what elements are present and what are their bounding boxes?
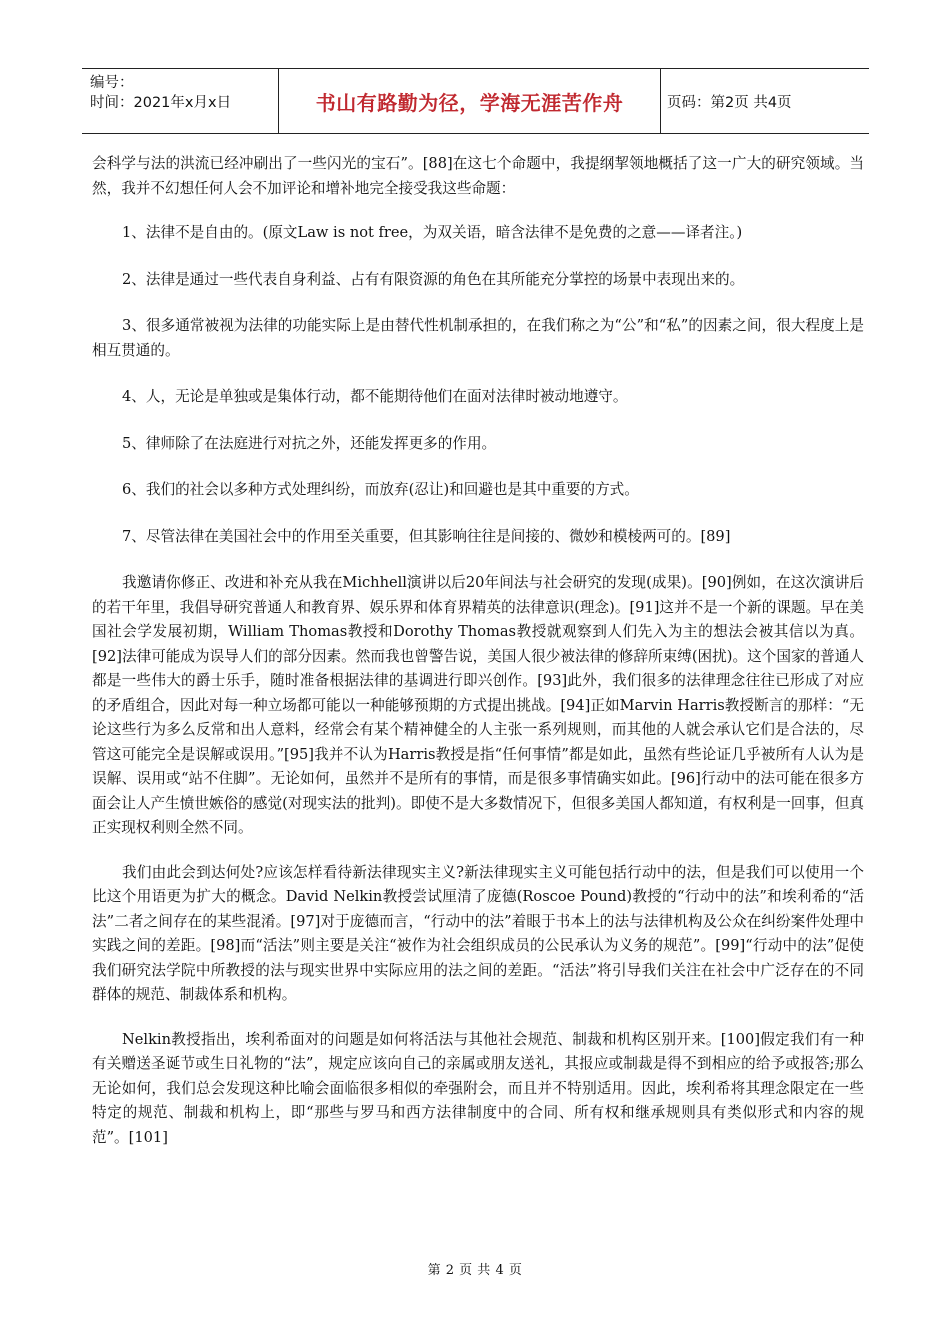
paragraph-continuation: 会科学与法的洪流已经冲刷出了一些闪光的宝石”。[88]在这七个命题中，我提纲挈领地概括了这一广大的研究领域。当然，我并不幻想任何人会不加评论和增补地完全接受我这些命题： (92, 155, 864, 197)
document-number-label: 编号： (90, 75, 134, 91)
proposition-5: 5、律师除了在法庭进行对抗之外，还能发挥更多的作用。 (122, 434, 497, 452)
proposition-3: 3、很多通常被视为法律的功能实际上是由替代性机制承担的，在我们称之为“公”和“私”的因素之间，很大程度上是相互贯通的。 (92, 317, 864, 359)
paragraph-living-law: Nelkin教授指出，埃利希面对的问题是如何将活法与其他社会规范、制裁和机构区别开来。[100]假定我们有一种有关赠送圣诞节或生日礼物的“法”，规定应该向自己的亲属或朋友送礼，其报应或制裁是得不到相应的给予或报答;那么无论如何，我们总会发现这种比喻会面临很多相似的牵强附会，而且并不特别适用。因此，埃利希将其理念限定在一些特定的规范、制裁和机构上，即“那些与罗马和西方法律制度中的合同、所有权和继承规则具有类似形式和内容的规范”。[101] (92, 1030, 864, 1146)
paragraph-legal-consciousness: 我邀请你修正、改进和补充从我在Michhell演讲以后20年间法与社会研究的发现(成果)。[90]例如，在这次演讲后的若干年里，我倡导研究普通人和教育界、娱乐界和体育界精英的法律意识(理念)。[91]这并不是一个新的课题。早在美国社会学发展初期，William Thomas教授和Dorothy Thomas教授就观察到人们先入为主的想法会被其信以为真。[92]法律可能成为误导人们的部分因素。然而我也曾警告说，美国人很少被法律的修辞所束缚(困扰)。这个国家的普通人都是一些伟大的爵士乐手，随时准备根据法律的基调进行即兴创作。[93]此外，我们很多的法律理念往往已形成了对应的矛盾组合，因此对每一种立场都可能以一种能够预期的方式提出挑战。[94]正如Marvin Harris教授断言的那样：“无论这些行为多么反常和出人意料，经常会有某个精神健全的人主张一系列规则，而其他的人就会承认它们是合法的，尽管这可能完全是误解或误用。”[95]我并不认为Harris教授是指“任何事情”都是如此，虽然有些论证几乎被所有人认为是误解、误用或“站不住脚”。无论如何，虽然并不是所有的事情，而是很多事情确实如此。[96]行动中的法可能在很多方面会让人产生愤世嫉俗的感觉(对现实法的批判)。即使不是大多数情况下，但很多美国人都知道，有权利是一回事，但真正实现权利则全然不同。 (92, 574, 864, 836)
paragraph-new-legal-realism: 我们由此会到达何处?应该怎样看待新法律现实主义?新法律现实主义可能包括行动中的法，但是我们可以使用一个比这个用语更为扩大的概念。David Nelkin教授尝试厘清了庞德(Roscoe Pound)教授的“行动中的法”和埃利希的“活法”二者之间存在的某些混淆。[97]对于庞德而言，“行动中的法”着眼于书本上的法与法律机构及公众在纠纷案件处理中实践之间的差距。[98]而“活法”则主要是关注“被作为社会组织成员的公民承认为义务的规范”。[99]“行动中的法”促使我们研究法学院中所教授的法与现实世界中实际应用的法之间的差距。“活法”将引导我们关注在社会中广泛存在的不同群体的规范、制裁体系和机构。 (92, 863, 864, 1003)
proposition-1: 1、法律不是自由的。(原文Law is not free，为双关语，暗含法律不是免费的之意——译者注。) (122, 224, 743, 241)
header-info-cell (82, 69, 279, 133)
proposition-7: 7、尽管法律在美国社会中的作用至关重要，但其影响往往是间接的、微妙和模棱两可的。[89] (122, 527, 731, 545)
document-body (92, 152, 864, 1170)
header-motto: 书山有路勤为径，学海无涯苦作舟 (315, 90, 624, 115)
proposition-6: 6、我们的社会以多种方式处理纠纷，而放弃(忍让)和回避也是其中重要的方式。 (122, 481, 639, 498)
proposition-4: 4、人，无论是单独或是集体行动，都不能期待他们在面对法律时被动地遵守。 (122, 388, 628, 405)
header-page-code: 页码：第2页 共4页 (667, 94, 792, 111)
document-date: 时间：2021年x月x日 (90, 95, 232, 111)
header-motto-cell (279, 69, 661, 133)
page-footer: 第 2 页 共 4 页 (427, 1263, 523, 1278)
proposition-2: 2、法律是通过一些代表自身利益、占有有限资源的角色在其所能充分掌控的场景中表现出来的。 (122, 270, 745, 288)
header-page-cell (661, 69, 869, 133)
document-header (82, 68, 869, 134)
